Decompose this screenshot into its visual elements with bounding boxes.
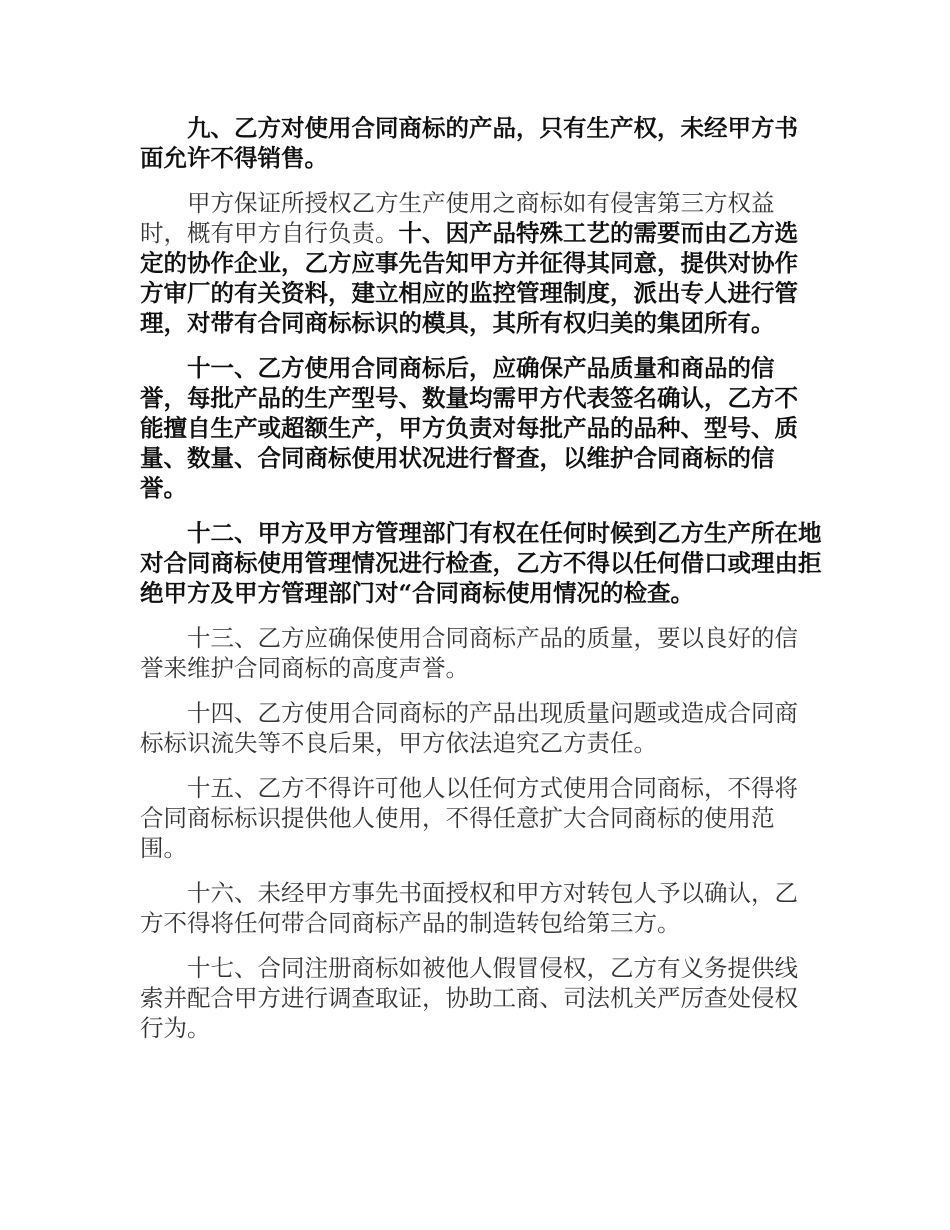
clause-16: 十六、未经甲方事先书面授权和甲方对转包人予以确认，乙方不得将任何带合同商标产品的制造转包给第三方。 <box>140 879 798 937</box>
clause-14: 十四、乙方使用合同商标的产品出现质量问题或造成合同商标标识流失等不良后果，甲方依法追究乙方责任。 <box>140 699 798 757</box>
clause-17: 十七、合同注册商标如被他人假冒侵权，乙方有义务提供线索并配合甲方进行调查取证，协助工商、司法机关严厉查处侵权行为。 <box>140 954 798 1042</box>
clause-10-bold-text: 十、因产品特殊工艺的需要而由乙方选定的协作企业，乙方应事先告知甲方并征得其同意，提供对协作方审厂的有关资料，建立相应的监控管理制度，派出专人进行管理，对带有合同商标标识的模具，其所有权归美的集团所有。 <box>140 219 798 337</box>
clause-15: 十五、乙方不得许可他人以任何方式使用合同商标，不得将合同商标标识提供他人使用，不得任意扩大合同商标的使用范围。 <box>140 774 798 862</box>
clause-10 <box>140 188 820 338</box>
clause-10-guarantee-text: 甲方保证所授权乙方生产使用之商标如有侵害第三方权益时，概有甲方自行负责。 <box>140 189 775 247</box>
clause-11: 十一、乙方使用合同商标后，应确保产品质量和商品的信誉，每批产品的生产型号、数量均需甲方代表签名确认，乙方不能擅自生产或超额生产，甲方负责对每批产品的品种、型号、质量、数量、合同商标使用状况进行督查，以维护合同商标的信誉。 <box>140 354 798 502</box>
document-page <box>140 113 820 1058</box>
clause-12: 十二、甲方及甲方管理部门有权在任何时候到乙方生产所在地对合同商标使用管理情况进行检查，乙方不得以任何借口或理由拒绝甲方及甲方管理部门对“合同商标使用情况的检查。 <box>140 519 822 607</box>
clause-13: 十三、乙方应确保使用合同商标产品的质量，要以良好的信誉来维护合同商标的高度声誉。 <box>140 624 798 682</box>
clause-9: 九、乙方对使用合同商标的产品，只有生产权，未经甲方书面允许不得销售。 <box>140 114 798 172</box>
